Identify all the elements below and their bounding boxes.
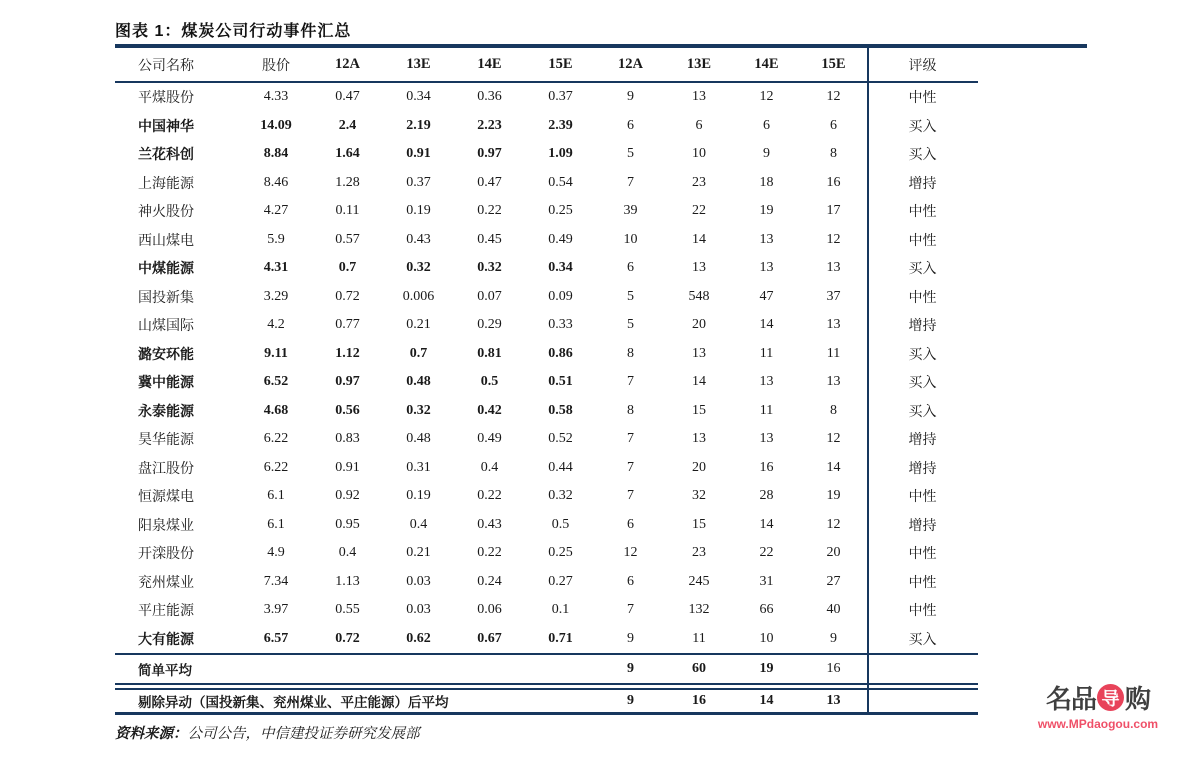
pe-cell: 10 xyxy=(692,146,706,162)
eps-cell: 0.5 xyxy=(480,374,499,390)
company-name-cell: 国投新集 xyxy=(138,290,194,306)
price-cell: 4.31 xyxy=(263,260,289,276)
company-name-cell: 恒源煤电 xyxy=(138,490,194,506)
pe-cell: 5 xyxy=(627,317,634,333)
pe-cell: 13 xyxy=(692,431,706,447)
table-row xyxy=(115,625,978,654)
pe-cell: 14 xyxy=(759,317,774,333)
company-name-cell: 昊华能源 xyxy=(138,433,194,449)
eps-cell: 0.03 xyxy=(406,573,431,589)
eps-cell: 0.57 xyxy=(335,231,360,247)
pe-cell: 14 xyxy=(826,459,841,475)
pe-cell: 7 xyxy=(627,488,634,504)
rating-cell: 买入 xyxy=(908,148,937,164)
summary-value: 14 xyxy=(759,693,774,708)
pe-cell: 14 xyxy=(692,374,706,390)
watermark-url: www.MPdaogou.com xyxy=(1037,717,1159,731)
table-row xyxy=(115,140,978,169)
pe-cell: 6 xyxy=(763,117,770,133)
price-cell: 4.68 xyxy=(263,402,289,418)
company-name-cell: 冀中能源 xyxy=(138,376,194,392)
source-note xyxy=(115,722,420,743)
eps-cell: 2.39 xyxy=(548,117,573,133)
eps-cell: 1.13 xyxy=(335,573,360,589)
table-row xyxy=(115,83,978,112)
eps-cell: 0.21 xyxy=(406,545,431,561)
rating-cell: 买入 xyxy=(908,632,937,648)
price-cell: 8.84 xyxy=(263,146,289,162)
pe-cell: 32 xyxy=(692,488,706,504)
summary-value: 9 xyxy=(627,661,634,676)
mpdaogou-logo xyxy=(1028,679,1168,716)
eps-cell: 1.09 xyxy=(548,146,573,162)
eps-cell: 0.4 xyxy=(338,545,357,561)
pe-cell: 11 xyxy=(826,345,841,361)
table-row xyxy=(115,568,978,597)
eps-cell: 0.09 xyxy=(548,288,573,304)
table-row xyxy=(115,454,978,483)
pe-cell: 28 xyxy=(759,488,774,504)
eps-cell: 0.42 xyxy=(477,402,502,418)
pe-cell: 47 xyxy=(759,288,774,304)
pe-cell: 16 xyxy=(759,459,774,475)
pe-cell: 8 xyxy=(830,402,837,418)
eps-cell: 0.32 xyxy=(406,402,431,418)
logo-text-right: 购 xyxy=(1125,684,1151,714)
eps-cell: 0.49 xyxy=(477,431,502,447)
pe-cell: 15 xyxy=(692,516,706,532)
rating-cell: 中性 xyxy=(908,547,937,563)
eps-cell: 1.64 xyxy=(335,146,360,162)
summary-value: 13 xyxy=(826,693,841,708)
eps-cell: 0.11 xyxy=(335,203,360,219)
logo-text-left: 名品 xyxy=(1045,684,1096,714)
table-row xyxy=(115,169,978,198)
eps-cell: 0.32 xyxy=(548,488,573,504)
eps-cell: 0.86 xyxy=(548,345,573,361)
table-body xyxy=(115,83,978,655)
price-cell: 3.97 xyxy=(263,602,289,618)
company-name-cell: 中煤能源 xyxy=(138,262,194,278)
eps-cell: 0.29 xyxy=(477,317,502,333)
pe-cell: 7 xyxy=(627,431,634,447)
table-row xyxy=(115,368,978,397)
eps-cell: 0.19 xyxy=(406,488,431,504)
pe-cell: 20 xyxy=(692,459,706,475)
eps-cell: 0.31 xyxy=(406,459,431,475)
eps-cell: 0.95 xyxy=(335,516,360,532)
pe-cell: 6 xyxy=(627,516,634,532)
company-name-cell: 平煤股份 xyxy=(138,91,194,107)
pe-cell: 19 xyxy=(826,488,841,504)
pe-cell: 18 xyxy=(759,174,774,190)
eps-cell: 0.19 xyxy=(406,203,431,219)
pe-cell: 6 xyxy=(695,117,703,133)
table-row xyxy=(115,311,978,340)
pe-cell: 548 xyxy=(688,288,710,304)
company-name-cell: 上海能源 xyxy=(138,176,194,192)
rating-cell: 买入 xyxy=(908,262,937,278)
pe-cell: 7 xyxy=(627,374,634,390)
pe-cell: 20 xyxy=(826,545,841,561)
price-cell: 4.33 xyxy=(263,89,289,105)
rating-cell: 中性 xyxy=(908,575,937,591)
summary-value: 16 xyxy=(826,661,841,676)
price-cell: 4.9 xyxy=(267,545,285,561)
eps-cell: 0.56 xyxy=(335,402,360,418)
pe-cell: 7 xyxy=(627,174,634,190)
pe-cell: 13 xyxy=(692,260,706,276)
figure-title: 图表 1：煤炭公司行动事件汇总 xyxy=(115,23,352,40)
eps-cell: 0.97 xyxy=(477,146,502,162)
eps-cell: 0.7 xyxy=(338,260,357,276)
pe-cell: 13 xyxy=(826,260,841,276)
table-row xyxy=(115,596,978,625)
eps-cell: 0.48 xyxy=(406,431,431,447)
pe-cell: 9 xyxy=(627,89,634,105)
eps-cell: 0.51 xyxy=(548,374,573,390)
eps-cell: 0.43 xyxy=(477,516,502,532)
eps-cell: 1.28 xyxy=(335,174,360,190)
header-eps-14e: 14E xyxy=(477,56,502,72)
table-row xyxy=(115,197,978,226)
summary-row-simple-average xyxy=(115,655,978,685)
rating-cell: 中性 xyxy=(908,490,937,506)
eps-cell: 0.006 xyxy=(402,288,435,304)
pe-cell: 31 xyxy=(759,573,774,589)
eps-cell: 2.19 xyxy=(406,117,431,133)
pe-cell: 23 xyxy=(692,174,706,190)
eps-cell: 0.47 xyxy=(477,174,502,190)
pe-cell: 7 xyxy=(627,459,634,475)
pe-cell: 23 xyxy=(692,545,706,561)
price-cell: 5.9 xyxy=(267,231,285,247)
price-cell: 6.1 xyxy=(267,516,285,532)
rating-cell: 增持 xyxy=(908,461,937,477)
eps-cell: 0.52 xyxy=(548,431,573,447)
pe-cell: 13 xyxy=(759,260,774,276)
rating-cell: 增持 xyxy=(908,176,937,192)
table-row xyxy=(115,482,978,511)
eps-cell: 0.58 xyxy=(548,402,573,418)
pe-cell: 132 xyxy=(688,602,710,618)
price-cell: 6.52 xyxy=(263,374,289,390)
pe-cell: 12 xyxy=(826,89,841,105)
company-name-cell: 大有能源 xyxy=(138,632,194,648)
rating-cell: 中性 xyxy=(908,91,937,107)
eps-cell: 0.07 xyxy=(477,288,502,304)
rating-cell: 中性 xyxy=(908,205,937,221)
pe-cell: 13 xyxy=(759,231,774,247)
header-pe-13e: 13E xyxy=(686,56,712,72)
company-name-cell: 神火股份 xyxy=(138,205,194,221)
pe-cell: 14 xyxy=(692,231,706,247)
eps-cell: 0.32 xyxy=(477,260,502,276)
pe-cell: 5 xyxy=(627,288,634,304)
price-cell: 7.34 xyxy=(263,573,289,589)
eps-cell: 0.47 xyxy=(335,89,360,105)
summary-value: 19 xyxy=(759,661,774,676)
eps-cell: 0.49 xyxy=(548,231,573,247)
eps-cell: 0.97 xyxy=(335,374,360,390)
eps-cell: 0.62 xyxy=(406,630,431,646)
source-note-prefix: 资料来源： xyxy=(115,726,188,742)
pe-cell: 13 xyxy=(692,89,706,105)
summary-label: 剔除异动（国投新集、兖州煤业、平庄能源）后平均 xyxy=(138,695,449,710)
pe-cell: 6 xyxy=(627,117,634,133)
company-name-cell: 平庄能源 xyxy=(138,604,194,620)
price-cell: 9.11 xyxy=(264,345,288,361)
eps-cell: 0.25 xyxy=(548,545,573,561)
price-cell: 6.57 xyxy=(263,630,289,646)
table-row xyxy=(115,539,978,568)
pe-cell: 11 xyxy=(692,630,706,646)
pe-cell: 13 xyxy=(692,345,706,361)
header-pe-15e: 15E xyxy=(821,56,846,72)
pe-cell: 27 xyxy=(826,573,841,589)
header-pe-12a: 12A xyxy=(618,56,643,72)
pe-cell: 20 xyxy=(692,317,706,333)
pe-cell: 10 xyxy=(759,630,774,646)
company-name-cell: 盘江股份 xyxy=(138,461,194,477)
eps-cell: 0.55 xyxy=(335,602,360,618)
eps-cell: 0.72 xyxy=(335,288,360,304)
table-row xyxy=(115,397,978,426)
summary-label: 简单平均 xyxy=(138,663,192,678)
pe-cell: 17 xyxy=(826,203,841,219)
eps-cell: 0.33 xyxy=(548,317,573,333)
eps-cell: 0.5 xyxy=(551,516,570,532)
eps-cell: 0.81 xyxy=(477,345,502,361)
company-name-cell: 兰花科创 xyxy=(138,148,194,164)
eps-cell: 2.23 xyxy=(477,117,502,133)
pe-cell: 13 xyxy=(759,374,774,390)
pe-cell: 12 xyxy=(826,431,841,447)
pe-cell: 16 xyxy=(826,174,841,190)
table-row xyxy=(115,340,978,369)
pe-cell: 5 xyxy=(627,146,634,162)
company-name-cell: 中国神华 xyxy=(138,119,194,135)
eps-cell: 0.4 xyxy=(409,516,428,532)
company-name-cell: 西山煤电 xyxy=(138,233,194,249)
pe-cell: 22 xyxy=(759,545,774,561)
eps-cell: 0.34 xyxy=(548,260,573,276)
company-name-cell: 潞安环能 xyxy=(138,347,194,363)
coal-company-table xyxy=(115,48,978,715)
pe-cell: 66 xyxy=(759,602,774,618)
pe-cell: 11 xyxy=(759,402,774,418)
pe-cell: 10 xyxy=(623,231,638,247)
table-row xyxy=(115,283,978,312)
eps-cell: 0.1 xyxy=(551,602,570,618)
pe-cell: 9 xyxy=(763,146,770,162)
eps-cell: 0.91 xyxy=(335,459,360,475)
eps-cell: 0.22 xyxy=(477,545,502,561)
price-cell: 4.27 xyxy=(263,203,289,219)
header-eps-13e: 13E xyxy=(406,56,431,72)
eps-cell: 0.22 xyxy=(477,203,502,219)
price-cell: 6.22 xyxy=(263,431,289,447)
eps-cell: 0.22 xyxy=(477,488,502,504)
pe-cell: 245 xyxy=(688,573,710,589)
table-row xyxy=(115,112,978,141)
table-row xyxy=(115,254,978,283)
eps-cell: 0.36 xyxy=(477,89,502,105)
header-eps-12a: 12A xyxy=(335,56,360,72)
eps-cell: 0.77 xyxy=(335,317,360,333)
table-header-row xyxy=(115,48,978,83)
eps-cell: 0.48 xyxy=(406,374,431,390)
rating-cell: 增持 xyxy=(908,433,937,449)
eps-cell: 0.7 xyxy=(409,345,428,361)
summary-value: 16 xyxy=(692,693,706,708)
rating-cell: 买入 xyxy=(908,376,937,392)
eps-cell: 0.71 xyxy=(548,630,573,646)
header-company: 公司名称 xyxy=(138,58,194,74)
pe-cell: 11 xyxy=(759,345,774,361)
rating-cell: 中性 xyxy=(908,233,937,249)
pe-cell: 19 xyxy=(759,203,774,219)
pe-cell: 22 xyxy=(692,203,706,219)
eps-cell: 0.54 xyxy=(548,174,573,190)
eps-cell: 2.4 xyxy=(338,117,357,133)
summary-value: 60 xyxy=(692,661,706,676)
company-name-cell: 兖州煤业 xyxy=(138,575,194,591)
pe-cell: 12 xyxy=(623,545,638,561)
rating-cell: 买入 xyxy=(908,347,937,363)
pe-cell: 15 xyxy=(692,402,706,418)
mpdaogou-watermark xyxy=(1028,679,1168,731)
eps-cell: 0.44 xyxy=(548,459,573,475)
rating-cell: 中性 xyxy=(908,290,937,306)
header-pe-14e: 14E xyxy=(754,56,779,72)
logo-circle-icon: 导 xyxy=(1097,684,1124,711)
pe-cell: 13 xyxy=(826,317,841,333)
eps-cell: 0.21 xyxy=(406,317,431,333)
eps-cell: 0.92 xyxy=(335,488,360,504)
rating-cell: 增持 xyxy=(908,319,937,335)
pe-cell: 39 xyxy=(623,203,638,219)
eps-cell: 0.32 xyxy=(406,260,431,276)
pe-cell: 8 xyxy=(627,345,634,361)
header-rating: 评级 xyxy=(908,58,937,74)
rating-cell: 增持 xyxy=(908,518,937,534)
eps-cell: 0.37 xyxy=(406,174,431,190)
price-cell: 6.22 xyxy=(263,459,289,475)
pe-cell: 6 xyxy=(627,260,634,276)
eps-cell: 0.06 xyxy=(477,602,502,618)
pe-cell: 40 xyxy=(826,602,841,618)
rating-column-divider xyxy=(867,48,869,713)
rating-cell: 买入 xyxy=(908,404,937,420)
rating-cell: 中性 xyxy=(908,604,937,620)
company-name-cell: 阳泉煤业 xyxy=(138,518,194,534)
pe-cell: 7 xyxy=(627,602,634,618)
eps-cell: 0.4 xyxy=(480,459,499,475)
pe-cell: 8 xyxy=(627,402,634,418)
pe-cell: 8 xyxy=(830,146,837,162)
price-cell: 4.2 xyxy=(267,317,285,333)
summary-row-excluding-outliers xyxy=(115,688,978,715)
price-cell: 8.46 xyxy=(263,174,289,190)
company-name-cell: 永泰能源 xyxy=(138,404,194,420)
eps-cell: 0.03 xyxy=(406,602,431,618)
header-eps-15e: 15E xyxy=(548,56,573,72)
table-row xyxy=(115,425,978,454)
price-cell: 6.1 xyxy=(267,488,285,504)
header-price: 股价 xyxy=(262,58,290,74)
table-row xyxy=(115,226,978,255)
pe-cell: 37 xyxy=(826,288,841,304)
rating-cell: 买入 xyxy=(908,119,937,135)
pe-cell: 9 xyxy=(830,630,837,646)
pe-cell: 14 xyxy=(759,516,774,532)
pe-cell: 12 xyxy=(759,89,774,105)
pe-cell: 12 xyxy=(826,231,841,247)
eps-cell: 0.43 xyxy=(406,231,431,247)
pe-cell: 9 xyxy=(627,630,634,646)
eps-cell: 0.72 xyxy=(335,630,360,646)
summary-value: 9 xyxy=(627,693,634,708)
eps-cell: 0.83 xyxy=(335,431,360,447)
eps-cell: 1.12 xyxy=(335,345,360,361)
eps-cell: 0.25 xyxy=(548,203,573,219)
eps-cell: 0.67 xyxy=(477,630,502,646)
company-name-cell: 开滦股份 xyxy=(138,547,194,563)
pe-cell: 6 xyxy=(627,573,634,589)
source-note-text: 公司公告，中信建投证券研究发展部 xyxy=(187,726,420,742)
eps-cell: 0.37 xyxy=(548,89,573,105)
eps-cell: 0.24 xyxy=(477,573,502,589)
pe-cell: 6 xyxy=(830,117,837,133)
price-cell: 14.09 xyxy=(260,117,292,133)
pe-cell: 13 xyxy=(826,374,841,390)
company-name-cell: 山煤国际 xyxy=(138,319,194,335)
eps-cell: 0.45 xyxy=(477,231,502,247)
price-cell: 3.29 xyxy=(263,288,289,304)
pe-cell: 12 xyxy=(826,516,841,532)
table-row xyxy=(115,511,978,540)
eps-cell: 0.91 xyxy=(406,146,431,162)
pe-cell: 13 xyxy=(759,431,774,447)
eps-cell: 0.34 xyxy=(406,89,431,105)
eps-cell: 0.27 xyxy=(548,573,573,589)
